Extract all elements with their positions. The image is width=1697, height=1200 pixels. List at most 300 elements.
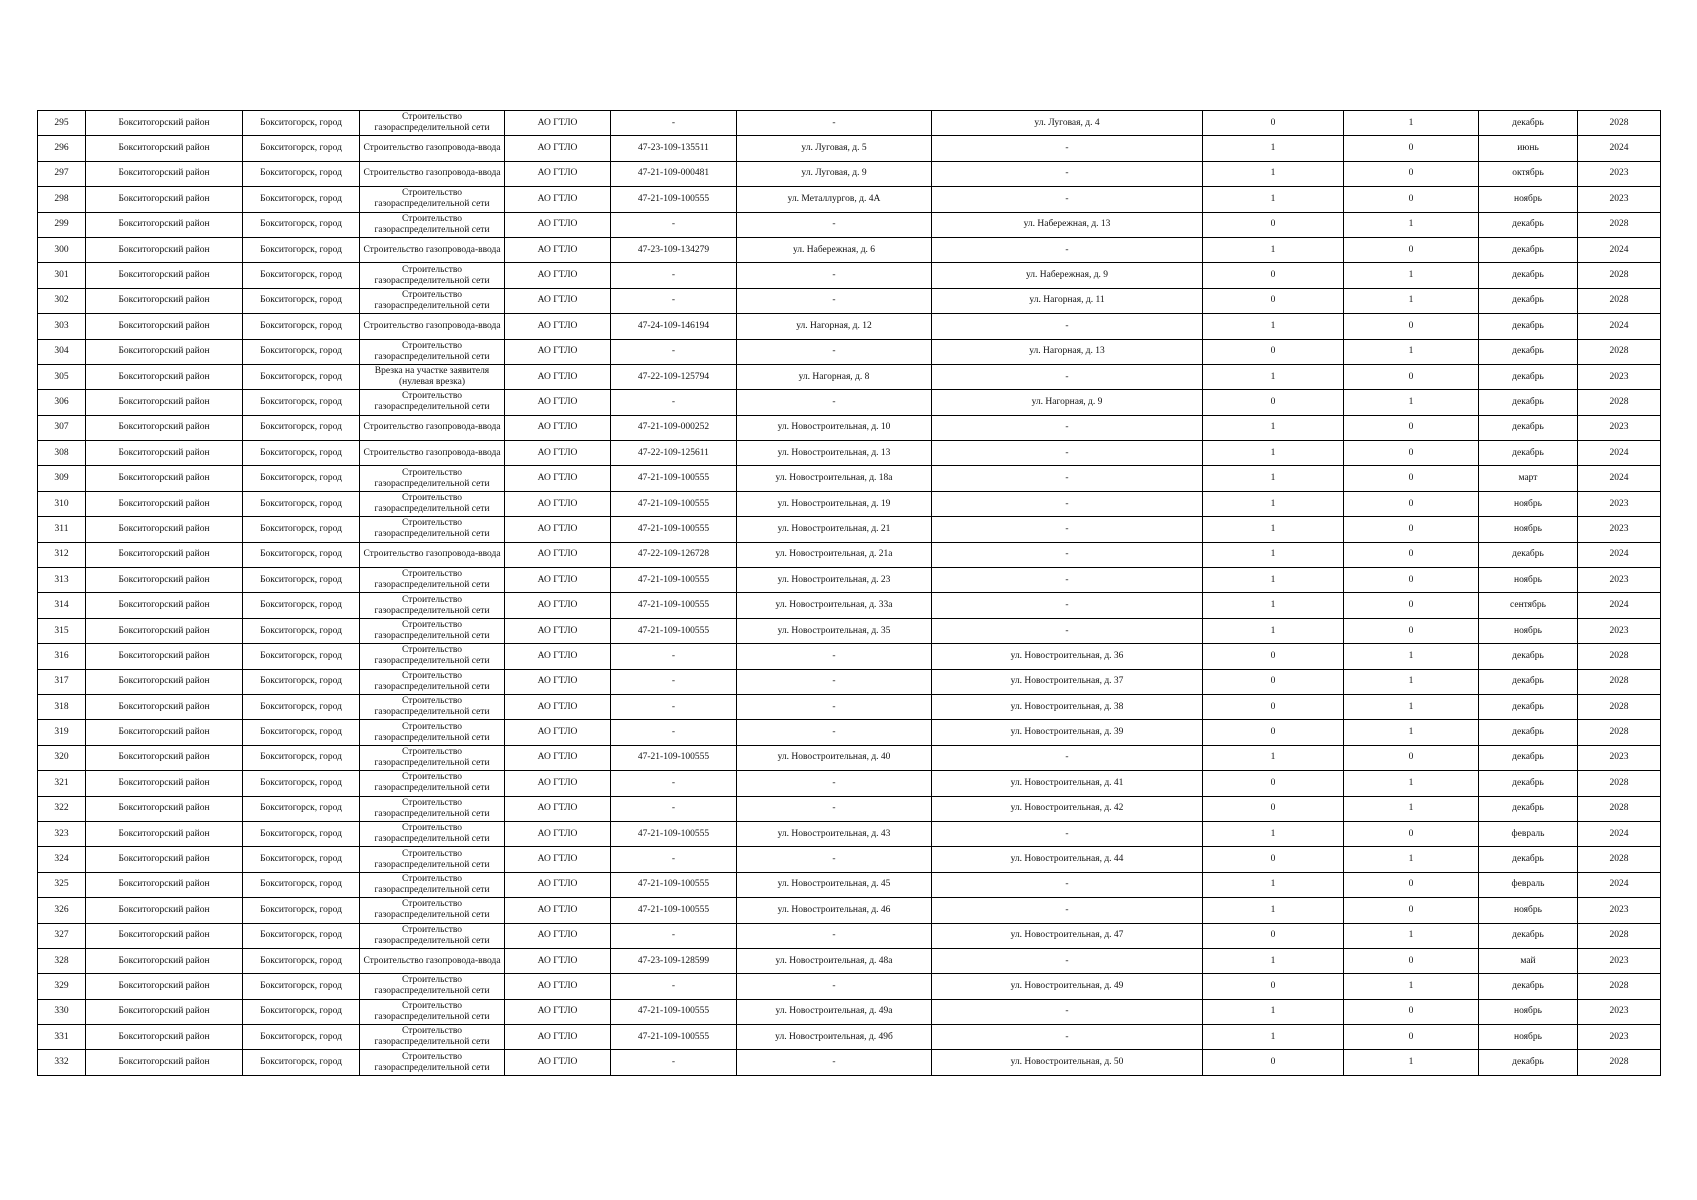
- address-with-request-cell: ул. Новостроительная, д. 33а: [737, 593, 932, 618]
- settlement-cell: Бокситогорск, город: [243, 821, 360, 846]
- table-row: [38, 415, 1661, 440]
- count-with-request-cell: 1: [1203, 542, 1344, 567]
- work-type-cell: Строительство газораспределительной сети: [360, 1025, 505, 1050]
- table-row: [38, 441, 1661, 466]
- address-without-request-cell: -: [932, 415, 1203, 440]
- count-with-request-cell: 1: [1203, 441, 1344, 466]
- month-cell: декабрь: [1479, 237, 1578, 262]
- request-number-cell: 47-21-109-000252: [611, 415, 737, 440]
- year-cell: 2024: [1578, 542, 1661, 567]
- settlement-cell: Бокситогорск, город: [243, 263, 360, 288]
- settlement-cell: Бокситогорск, город: [243, 161, 360, 186]
- settlement-cell: Бокситогорск, город: [243, 669, 360, 694]
- month-cell: июнь: [1479, 136, 1578, 161]
- address-with-request-cell: -: [737, 796, 932, 821]
- district-cell: Бокситогорский район: [86, 898, 243, 923]
- year-cell: 2024: [1578, 441, 1661, 466]
- year-cell: 2023: [1578, 161, 1661, 186]
- address-without-request-cell: -: [932, 314, 1203, 339]
- month-cell: февраль: [1479, 872, 1578, 897]
- count-with-request-cell: 1: [1203, 745, 1344, 770]
- organization-cell: АО ГТЛО: [505, 568, 611, 593]
- month-cell: декабрь: [1479, 796, 1578, 821]
- settlement-cell: Бокситогорск, город: [243, 237, 360, 262]
- settlement-cell: Бокситогорск, город: [243, 644, 360, 669]
- count-without-request-cell: 0: [1344, 161, 1479, 186]
- organization-cell: АО ГТЛО: [505, 898, 611, 923]
- request-number-cell: -: [611, 796, 737, 821]
- organization-cell: АО ГТЛО: [505, 161, 611, 186]
- settlement-cell: Бокситогорск, город: [243, 694, 360, 719]
- table-row: [38, 948, 1661, 973]
- year-cell: 2023: [1578, 618, 1661, 643]
- work-type-cell: Строительство газораспределительной сети: [360, 923, 505, 948]
- gas-connection-table: [37, 110, 1661, 1076]
- address-with-request-cell: ул. Нагорная, д. 12: [737, 314, 932, 339]
- request-number-cell: -: [611, 771, 737, 796]
- count-with-request-cell: 1: [1203, 1025, 1344, 1050]
- month-cell: декабрь: [1479, 415, 1578, 440]
- row-number: 296: [38, 136, 86, 161]
- address-without-request-cell: -: [932, 441, 1203, 466]
- request-number-cell: 47-21-109-100555: [611, 999, 737, 1024]
- row-number: 332: [38, 1050, 86, 1075]
- month-cell: ноябрь: [1479, 1025, 1578, 1050]
- year-cell: 2023: [1578, 745, 1661, 770]
- settlement-cell: Бокситогорск, город: [243, 542, 360, 567]
- table-row: [38, 491, 1661, 516]
- row-number: 307: [38, 415, 86, 440]
- work-type-cell: Строительство газораспределительной сети: [360, 669, 505, 694]
- address-with-request-cell: ул. Новостроительная, д. 48а: [737, 948, 932, 973]
- month-cell: декабрь: [1479, 745, 1578, 770]
- month-cell: декабрь: [1479, 111, 1578, 136]
- row-number: 321: [38, 771, 86, 796]
- organization-cell: АО ГТЛО: [505, 796, 611, 821]
- request-number-cell: 47-22-109-125794: [611, 364, 737, 389]
- organization-cell: АО ГТЛО: [505, 618, 611, 643]
- address-without-request-cell: -: [932, 364, 1203, 389]
- organization-cell: АО ГТЛО: [505, 111, 611, 136]
- work-type-cell: Строительство газопровода-ввода: [360, 415, 505, 440]
- count-with-request-cell: 1: [1203, 161, 1344, 186]
- organization-cell: АО ГТЛО: [505, 415, 611, 440]
- count-with-request-cell: 0: [1203, 111, 1344, 136]
- organization-cell: АО ГТЛО: [505, 212, 611, 237]
- row-number: 298: [38, 187, 86, 212]
- row-number: 312: [38, 542, 86, 567]
- organization-cell: АО ГТЛО: [505, 720, 611, 745]
- row-number: 331: [38, 1025, 86, 1050]
- month-cell: декабрь: [1479, 669, 1578, 694]
- count-with-request-cell: 0: [1203, 339, 1344, 364]
- organization-cell: АО ГТЛО: [505, 847, 611, 872]
- settlement-cell: Бокситогорск, город: [243, 796, 360, 821]
- row-number: 320: [38, 745, 86, 770]
- address-with-request-cell: ул. Новостроительная, д. 46: [737, 898, 932, 923]
- count-without-request-cell: 0: [1344, 187, 1479, 212]
- address-with-request-cell: ул. Новостроительная, д. 10: [737, 415, 932, 440]
- month-cell: декабрь: [1479, 923, 1578, 948]
- table-row: [38, 517, 1661, 542]
- address-with-request-cell: ул. Новостроительная, д. 21а: [737, 542, 932, 567]
- district-cell: Бокситогорский район: [86, 694, 243, 719]
- address-with-request-cell: -: [737, 288, 932, 313]
- address-with-request-cell: -: [737, 669, 932, 694]
- address-with-request-cell: ул. Луговая, д. 5: [737, 136, 932, 161]
- month-cell: декабрь: [1479, 263, 1578, 288]
- address-without-request-cell: -: [932, 517, 1203, 542]
- address-without-request-cell: -: [932, 618, 1203, 643]
- year-cell: 2028: [1578, 644, 1661, 669]
- organization-cell: АО ГТЛО: [505, 390, 611, 415]
- district-cell: Бокситогорский район: [86, 1025, 243, 1050]
- count-without-request-cell: 1: [1344, 694, 1479, 719]
- settlement-cell: Бокситогорск, город: [243, 898, 360, 923]
- work-type-cell: Строительство газораспределительной сети: [360, 796, 505, 821]
- request-number-cell: 47-22-109-126728: [611, 542, 737, 567]
- table-body: [38, 111, 1661, 1076]
- request-number-cell: -: [611, 111, 737, 136]
- address-with-request-cell: -: [737, 390, 932, 415]
- request-number-cell: 47-21-109-100555: [611, 745, 737, 770]
- organization-cell: АО ГТЛО: [505, 771, 611, 796]
- table-row: [38, 111, 1661, 136]
- address-with-request-cell: -: [737, 212, 932, 237]
- count-without-request-cell: 1: [1344, 263, 1479, 288]
- month-cell: ноябрь: [1479, 568, 1578, 593]
- organization-cell: АО ГТЛО: [505, 517, 611, 542]
- address-without-request-cell: ул. Новостроительная, д. 41: [932, 771, 1203, 796]
- work-type-cell: Строительство газораспределительной сети: [360, 1050, 505, 1075]
- row-number: 310: [38, 491, 86, 516]
- year-cell: 2028: [1578, 212, 1661, 237]
- row-number: 314: [38, 593, 86, 618]
- count-without-request-cell: 1: [1344, 644, 1479, 669]
- count-without-request-cell: 0: [1344, 948, 1479, 973]
- organization-cell: АО ГТЛО: [505, 339, 611, 364]
- request-number-cell: -: [611, 720, 737, 745]
- year-cell: 2024: [1578, 593, 1661, 618]
- district-cell: Бокситогорский район: [86, 517, 243, 542]
- address-without-request-cell: ул. Новостроительная, д. 42: [932, 796, 1203, 821]
- address-without-request-cell: ул. Луговая, д. 4: [932, 111, 1203, 136]
- month-cell: ноябрь: [1479, 187, 1578, 212]
- month-cell: март: [1479, 466, 1578, 491]
- request-number-cell: -: [611, 339, 737, 364]
- table-row: [38, 720, 1661, 745]
- month-cell: декабрь: [1479, 644, 1578, 669]
- work-type-cell: Строительство газораспределительной сети: [360, 288, 505, 313]
- table-row: [38, 263, 1661, 288]
- row-number: 303: [38, 314, 86, 339]
- month-cell: ноябрь: [1479, 618, 1578, 643]
- year-cell: 2023: [1578, 999, 1661, 1024]
- year-cell: 2028: [1578, 694, 1661, 719]
- district-cell: Бокситогорский район: [86, 771, 243, 796]
- year-cell: 2023: [1578, 1025, 1661, 1050]
- organization-cell: АО ГТЛО: [505, 187, 611, 212]
- settlement-cell: Бокситогорск, город: [243, 923, 360, 948]
- count-without-request-cell: 1: [1344, 974, 1479, 999]
- table-row: [38, 644, 1661, 669]
- count-without-request-cell: 0: [1344, 314, 1479, 339]
- district-cell: Бокситогорский район: [86, 1050, 243, 1075]
- settlement-cell: Бокситогорск, город: [243, 441, 360, 466]
- district-cell: Бокситогорский район: [86, 466, 243, 491]
- count-with-request-cell: 1: [1203, 314, 1344, 339]
- year-cell: 2023: [1578, 187, 1661, 212]
- address-with-request-cell: ул. Новостроительная, д. 45: [737, 872, 932, 897]
- work-type-cell: Строительство газораспределительной сети: [360, 517, 505, 542]
- district-cell: Бокситогорский район: [86, 161, 243, 186]
- month-cell: декабрь: [1479, 212, 1578, 237]
- row-number: 315: [38, 618, 86, 643]
- year-cell: 2028: [1578, 847, 1661, 872]
- count-with-request-cell: 1: [1203, 364, 1344, 389]
- table-row: [38, 364, 1661, 389]
- district-cell: Бокситогорский район: [86, 339, 243, 364]
- address-with-request-cell: -: [737, 111, 932, 136]
- work-type-cell: Строительство газораспределительной сети: [360, 339, 505, 364]
- request-number-cell: -: [611, 288, 737, 313]
- row-number: 329: [38, 974, 86, 999]
- count-with-request-cell: 1: [1203, 618, 1344, 643]
- count-without-request-cell: 0: [1344, 237, 1479, 262]
- year-cell: 2028: [1578, 771, 1661, 796]
- count-without-request-cell: 1: [1344, 212, 1479, 237]
- row-number: 304: [38, 339, 86, 364]
- table-row: [38, 974, 1661, 999]
- address-with-request-cell: ул. Новостроительная, д. 13: [737, 441, 932, 466]
- settlement-cell: Бокситогорск, город: [243, 364, 360, 389]
- settlement-cell: Бокситогорск, город: [243, 974, 360, 999]
- count-without-request-cell: 0: [1344, 517, 1479, 542]
- year-cell: 2024: [1578, 314, 1661, 339]
- settlement-cell: Бокситогорск, город: [243, 720, 360, 745]
- request-number-cell: 47-21-109-100555: [611, 872, 737, 897]
- count-without-request-cell: 0: [1344, 999, 1479, 1024]
- count-without-request-cell: 1: [1344, 796, 1479, 821]
- count-with-request-cell: 1: [1203, 517, 1344, 542]
- district-cell: Бокситогорский район: [86, 618, 243, 643]
- count-with-request-cell: 1: [1203, 999, 1344, 1024]
- count-without-request-cell: 1: [1344, 720, 1479, 745]
- year-cell: 2028: [1578, 974, 1661, 999]
- settlement-cell: Бокситогорск, город: [243, 872, 360, 897]
- organization-cell: АО ГТЛО: [505, 288, 611, 313]
- month-cell: декабрь: [1479, 288, 1578, 313]
- organization-cell: АО ГТЛО: [505, 364, 611, 389]
- work-type-cell: Строительство газопровода-ввода: [360, 314, 505, 339]
- month-cell: декабрь: [1479, 974, 1578, 999]
- month-cell: ноябрь: [1479, 491, 1578, 516]
- table-row: [38, 390, 1661, 415]
- count-with-request-cell: 1: [1203, 593, 1344, 618]
- organization-cell: АО ГТЛО: [505, 669, 611, 694]
- address-with-request-cell: ул. Новостроительная, д. 40: [737, 745, 932, 770]
- settlement-cell: Бокситогорск, город: [243, 491, 360, 516]
- year-cell: 2028: [1578, 923, 1661, 948]
- work-type-cell: Строительство газораспределительной сети: [360, 872, 505, 897]
- organization-cell: АО ГТЛО: [505, 441, 611, 466]
- year-cell: 2023: [1578, 415, 1661, 440]
- organization-cell: АО ГТЛО: [505, 923, 611, 948]
- row-number: 326: [38, 898, 86, 923]
- address-with-request-cell: -: [737, 694, 932, 719]
- district-cell: Бокситогорский район: [86, 263, 243, 288]
- year-cell: 2028: [1578, 263, 1661, 288]
- row-number: 319: [38, 720, 86, 745]
- settlement-cell: Бокситогорск, город: [243, 390, 360, 415]
- count-with-request-cell: 0: [1203, 847, 1344, 872]
- district-cell: Бокситогорский район: [86, 237, 243, 262]
- address-without-request-cell: -: [932, 1025, 1203, 1050]
- work-type-cell: Строительство газораспределительной сети: [360, 821, 505, 846]
- request-number-cell: 47-21-109-100555: [611, 491, 737, 516]
- address-without-request-cell: ул. Набережная, д. 13: [932, 212, 1203, 237]
- organization-cell: АО ГТЛО: [505, 593, 611, 618]
- settlement-cell: Бокситогорск, город: [243, 466, 360, 491]
- count-without-request-cell: 0: [1344, 745, 1479, 770]
- request-number-cell: 47-21-109-100555: [611, 568, 737, 593]
- work-type-cell: Строительство газораспределительной сети: [360, 568, 505, 593]
- month-cell: декабрь: [1479, 847, 1578, 872]
- count-with-request-cell: 1: [1203, 898, 1344, 923]
- district-cell: Бокситогорский район: [86, 974, 243, 999]
- settlement-cell: Бокситогорск, город: [243, 314, 360, 339]
- request-number-cell: 47-24-109-146194: [611, 314, 737, 339]
- row-number: 308: [38, 441, 86, 466]
- row-number: 309: [38, 466, 86, 491]
- settlement-cell: Бокситогорск, город: [243, 618, 360, 643]
- data-table-container: [37, 110, 1660, 1076]
- table-row: [38, 237, 1661, 262]
- table-row: [38, 745, 1661, 770]
- settlement-cell: Бокситогорск, город: [243, 212, 360, 237]
- year-cell: 2023: [1578, 364, 1661, 389]
- request-number-cell: -: [611, 1050, 737, 1075]
- district-cell: Бокситогорский район: [86, 491, 243, 516]
- address-with-request-cell: -: [737, 923, 932, 948]
- request-number-cell: 47-21-109-100555: [611, 821, 737, 846]
- request-number-cell: -: [611, 669, 737, 694]
- year-cell: 2024: [1578, 136, 1661, 161]
- work-type-cell: Строительство газораспределительной сети: [360, 187, 505, 212]
- address-with-request-cell: -: [737, 720, 932, 745]
- table-row: [38, 1050, 1661, 1075]
- address-without-request-cell: ул. Новостроительная, д. 44: [932, 847, 1203, 872]
- work-type-cell: Строительство газораспределительной сети: [360, 593, 505, 618]
- request-number-cell: 47-21-109-100555: [611, 187, 737, 212]
- table-row: [38, 771, 1661, 796]
- organization-cell: АО ГТЛО: [505, 872, 611, 897]
- address-with-request-cell: ул. Луговая, д. 9: [737, 161, 932, 186]
- request-number-cell: -: [611, 390, 737, 415]
- district-cell: Бокситогорский район: [86, 568, 243, 593]
- district-cell: Бокситогорский район: [86, 821, 243, 846]
- table-row: [38, 593, 1661, 618]
- work-type-cell: Строительство газораспределительной сети: [360, 771, 505, 796]
- address-without-request-cell: -: [932, 568, 1203, 593]
- table-row: [38, 821, 1661, 846]
- year-cell: 2028: [1578, 339, 1661, 364]
- settlement-cell: Бокситогорск, город: [243, 111, 360, 136]
- row-number: 323: [38, 821, 86, 846]
- count-without-request-cell: 0: [1344, 618, 1479, 643]
- count-without-request-cell: 0: [1344, 466, 1479, 491]
- district-cell: Бокситогорский район: [86, 745, 243, 770]
- address-without-request-cell: -: [932, 821, 1203, 846]
- address-without-request-cell: ул. Нагорная, д. 11: [932, 288, 1203, 313]
- address-without-request-cell: ул. Новостроительная, д. 49: [932, 974, 1203, 999]
- count-with-request-cell: 0: [1203, 923, 1344, 948]
- count-with-request-cell: 0: [1203, 720, 1344, 745]
- row-number: 330: [38, 999, 86, 1024]
- request-number-cell: 47-21-109-100555: [611, 517, 737, 542]
- work-type-cell: Строительство газораспределительной сети: [360, 390, 505, 415]
- organization-cell: АО ГТЛО: [505, 136, 611, 161]
- work-type-cell: Строительство газопровода-ввода: [360, 441, 505, 466]
- address-with-request-cell: -: [737, 974, 932, 999]
- count-without-request-cell: 1: [1344, 923, 1479, 948]
- month-cell: декабрь: [1479, 441, 1578, 466]
- table-row: [38, 466, 1661, 491]
- count-without-request-cell: 0: [1344, 1025, 1479, 1050]
- organization-cell: АО ГТЛО: [505, 263, 611, 288]
- count-with-request-cell: 0: [1203, 694, 1344, 719]
- row-number: 324: [38, 847, 86, 872]
- district-cell: Бокситогорский район: [86, 669, 243, 694]
- count-without-request-cell: 1: [1344, 339, 1479, 364]
- organization-cell: АО ГТЛО: [505, 694, 611, 719]
- month-cell: декабрь: [1479, 314, 1578, 339]
- request-number-cell: 47-21-109-100555: [611, 1025, 737, 1050]
- count-with-request-cell: 1: [1203, 948, 1344, 973]
- organization-cell: АО ГТЛО: [505, 491, 611, 516]
- table-row: [38, 568, 1661, 593]
- count-without-request-cell: 1: [1344, 771, 1479, 796]
- year-cell: 2024: [1578, 872, 1661, 897]
- work-type-cell: Строительство газораспределительной сети: [360, 111, 505, 136]
- address-without-request-cell: ул. Новостроительная, д. 50: [932, 1050, 1203, 1075]
- address-without-request-cell: ул. Набережная, д. 9: [932, 263, 1203, 288]
- address-with-request-cell: -: [737, 263, 932, 288]
- table-row: [38, 618, 1661, 643]
- settlement-cell: Бокситогорск, город: [243, 568, 360, 593]
- count-without-request-cell: 0: [1344, 364, 1479, 389]
- row-number: 325: [38, 872, 86, 897]
- address-without-request-cell: -: [932, 898, 1203, 923]
- settlement-cell: Бокситогорск, город: [243, 1050, 360, 1075]
- organization-cell: АО ГТЛО: [505, 745, 611, 770]
- address-without-request-cell: ул. Новостроительная, д. 39: [932, 720, 1203, 745]
- work-type-cell: Строительство газораспределительной сети: [360, 974, 505, 999]
- count-with-request-cell: 1: [1203, 136, 1344, 161]
- table-row: [38, 1025, 1661, 1050]
- address-without-request-cell: ул. Нагорная, д. 13: [932, 339, 1203, 364]
- row-number: 328: [38, 948, 86, 973]
- organization-cell: АО ГТЛО: [505, 644, 611, 669]
- address-without-request-cell: -: [932, 948, 1203, 973]
- address-with-request-cell: ул. Набережная, д. 6: [737, 237, 932, 262]
- district-cell: Бокситогорский район: [86, 796, 243, 821]
- count-with-request-cell: 1: [1203, 466, 1344, 491]
- organization-cell: АО ГТЛО: [505, 314, 611, 339]
- year-cell: 2028: [1578, 720, 1661, 745]
- settlement-cell: Бокситогорск, город: [243, 517, 360, 542]
- month-cell: декабрь: [1479, 339, 1578, 364]
